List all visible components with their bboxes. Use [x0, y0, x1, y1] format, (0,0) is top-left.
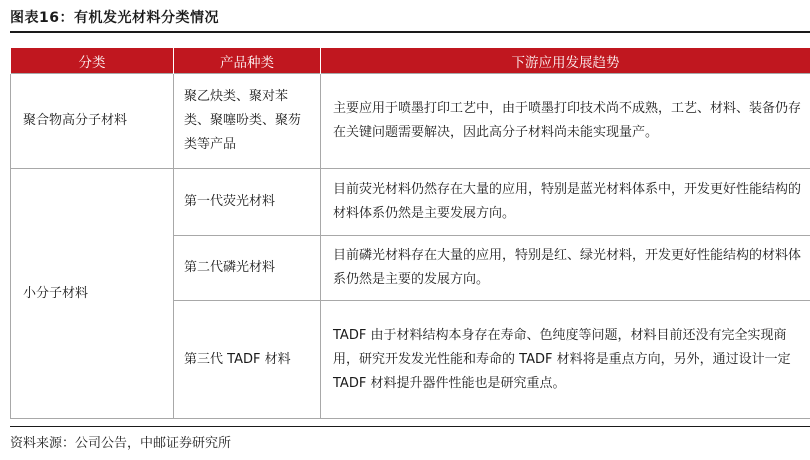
- material-classification-table: [10, 48, 810, 419]
- category-cell: 小分子材料: [11, 169, 174, 419]
- table-header-row: [11, 48, 810, 74]
- trend-cell: 主要应用于喷墨打印工艺中，由于喷墨打印技术尚不成熟，工艺、材料、装备仍存在关键问题需要解决，因此高分子材料尚未能实现量产。: [321, 74, 810, 169]
- figure-title: 图表16：有机发光材料分类情况: [10, 10, 219, 26]
- table-row: [11, 169, 810, 236]
- product-cell: 第二代磷光材料: [174, 236, 321, 301]
- header-product: 产品种类: [174, 48, 321, 74]
- product-cell: 第一代荧光材料: [174, 169, 321, 236]
- product-cell: 第三代 TADF 材料: [174, 301, 321, 419]
- trend-cell: 目前荧光材料仍然存在大量的应用，特别是蓝光材料体系中，开发更好性能结构的材料体系仍然是主要发展方向。: [321, 169, 810, 236]
- source-note: 资料来源：公司公告，中邮证券研究所: [10, 436, 232, 451]
- header-trend: 下游应用发展趋势: [321, 48, 810, 74]
- table-row: [11, 74, 810, 169]
- category-cell: 聚合物高分子材料: [11, 74, 174, 169]
- header-category: 分类: [11, 48, 174, 74]
- table-bottom-divider: [10, 426, 810, 427]
- trend-cell: 目前磷光材料存在大量的应用，特别是红、绿光材料，开发更好性能结构的材料体系仍然是主要的发展方向。: [321, 236, 810, 301]
- trend-cell: TADF 由于材料结构本身存在寿命、色纯度等问题，材料目前还没有完全实现商用，研究开发发光性能和寿命的 TADF 材料将是重点方向，另外，通过设计一定 TADF 材料提升器件性能也是研究重点。: [321, 301, 810, 419]
- product-cell: 聚乙炔类、聚对苯类、聚噻吩类、聚芴类等产品: [174, 74, 321, 169]
- title-divider: [10, 31, 810, 33]
